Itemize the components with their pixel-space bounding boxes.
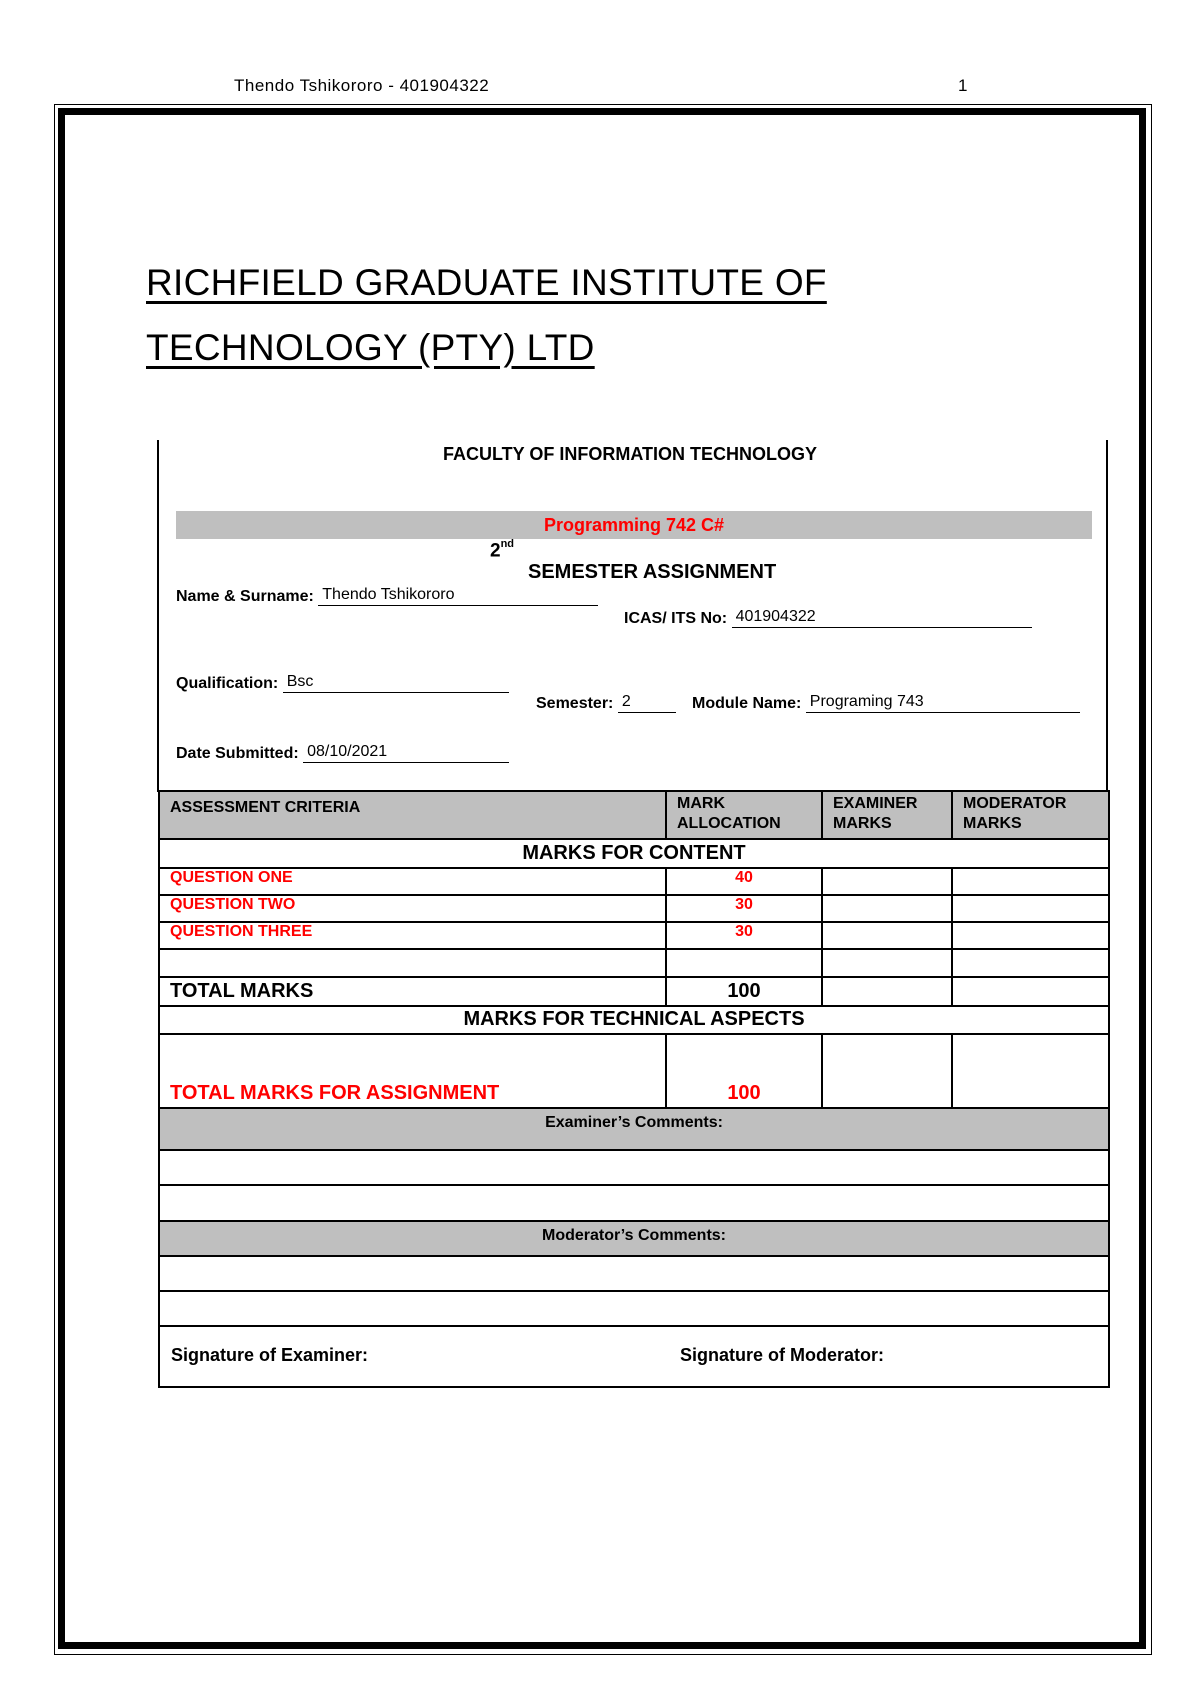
question-two-label: QUESTION TWO — [159, 895, 666, 922]
question-three-marks: 30 — [666, 922, 822, 949]
assessment-table — [158, 790, 1110, 1388]
semester-value[interactable]: 2 — [618, 692, 676, 713]
empty-allocation-cell — [666, 949, 822, 977]
table-row — [159, 949, 1109, 977]
question-two-moderator-cell[interactable] — [952, 895, 1109, 922]
module-name-field — [692, 692, 1080, 713]
semester-ordinal-suffix: nd — [500, 538, 515, 550]
total-marks-value: 100 — [666, 977, 822, 1006]
semester-assignment-title: SEMESTER ASSIGNMENT — [528, 561, 777, 583]
question-three-examiner-cell[interactable] — [822, 922, 952, 949]
technical-section-row — [159, 1006, 1109, 1034]
content-section-title: MARKS FOR CONTENT — [159, 839, 1109, 868]
moderator-comment-line-2 — [159, 1291, 1109, 1326]
table-row — [159, 895, 1109, 922]
qualification-value[interactable]: Bsc — [283, 672, 509, 693]
question-one-marks: 40 — [666, 868, 822, 895]
header-mark-allocation: MARK ALLOCATION — [666, 791, 822, 839]
date-submitted-value[interactable]: 08/10/2021 — [303, 742, 509, 763]
semester-label: Semester: — [536, 695, 614, 712]
icas-field — [624, 607, 1032, 628]
moderator-comment-field-2[interactable] — [159, 1291, 1109, 1326]
total-marks-row — [159, 977, 1109, 1006]
question-one-moderator-cell[interactable] — [952, 868, 1109, 895]
moderator-comments-heading: Moderator’s Comments: — [159, 1221, 1109, 1256]
signature-cell — [159, 1326, 1109, 1387]
technical-section-title: MARKS FOR TECHNICAL ASPECTS — [159, 1006, 1109, 1034]
institute-title-line1: RICHFIELD GRADUATE INSTITUTE OF — [146, 262, 827, 303]
examiner-comment-line-1 — [159, 1150, 1109, 1185]
semester-ordinal — [490, 540, 514, 562]
icas-value[interactable]: 401904322 — [732, 607, 1032, 628]
assignment-total-row — [159, 1034, 1109, 1108]
module-name-label: Module Name: — [692, 695, 802, 712]
question-two-marks: 30 — [666, 895, 822, 922]
question-one-label: QUESTION ONE — [159, 868, 666, 895]
cover-left-border — [157, 440, 159, 792]
name-value[interactable]: Thendo Tshikororo — [318, 585, 598, 606]
assignment-total-label: TOTAL MARKS FOR ASSIGNMENT — [159, 1034, 666, 1108]
total-marks-label: TOTAL MARKS — [159, 977, 666, 1006]
assignment-examiner-cell[interactable] — [822, 1034, 952, 1108]
institute-title-line2: TECHNOLOGY (PTY) LTD — [146, 327, 595, 368]
icas-label: ICAS/ ITS No: — [624, 610, 728, 627]
module-name-value[interactable]: Programing 743 — [806, 692, 1080, 713]
semester-ordinal-number: 2 — [490, 540, 501, 562]
cover-right-border — [1106, 440, 1108, 792]
moderator-comment-field-1[interactable] — [159, 1256, 1109, 1291]
total-examiner-cell[interactable] — [822, 977, 952, 1006]
empty-examiner-cell[interactable] — [822, 949, 952, 977]
qualification-field — [176, 672, 509, 693]
date-submitted-field — [176, 742, 509, 763]
content-section-row — [159, 839, 1109, 868]
empty-criteria-cell — [159, 949, 666, 977]
header-examiner-marks: EXAMINER MARKS — [822, 791, 952, 839]
empty-moderator-cell[interactable] — [952, 949, 1109, 977]
examiner-signature-label: Signature of Examiner: — [171, 1345, 369, 1365]
table-row — [159, 868, 1109, 895]
header-moderator-marks: MODERATOR MARKS — [952, 791, 1109, 839]
examiner-comment-line-2 — [159, 1185, 1109, 1221]
module-title-bar: Programming 742 C# — [176, 511, 1092, 539]
examiner-comments-header-row — [159, 1108, 1109, 1150]
moderator-comments-header-row — [159, 1221, 1109, 1256]
question-three-moderator-cell[interactable] — [952, 922, 1109, 949]
faculty-heading: FACULTY OF INFORMATION TECHNOLOGY — [443, 444, 817, 464]
date-submitted-label: Date Submitted: — [176, 745, 299, 762]
header-author-id: Thendo Tshikororo - 401904322 — [234, 76, 490, 95]
semester-field — [536, 692, 676, 713]
assignment-moderator-cell[interactable] — [952, 1034, 1109, 1108]
signature-row — [159, 1326, 1109, 1387]
examiner-comment-field-1[interactable] — [159, 1150, 1109, 1185]
assignment-total-value: 100 — [666, 1034, 822, 1108]
question-one-examiner-cell[interactable] — [822, 868, 952, 895]
moderator-signature-label: Signature of Moderator: — [680, 1345, 885, 1365]
examiner-comment-field-2[interactable] — [159, 1185, 1109, 1221]
page-number: 1 — [958, 76, 968, 95]
question-two-examiner-cell[interactable] — [822, 895, 952, 922]
examiner-comments-heading: Examiner’s Comments: — [159, 1108, 1109, 1150]
moderator-comment-line-1 — [159, 1256, 1109, 1291]
total-moderator-cell[interactable] — [952, 977, 1109, 1006]
table-row — [159, 922, 1109, 949]
header-assessment-criteria: ASSESSMENT CRITERIA — [159, 791, 666, 839]
qualification-label: Qualification: — [176, 675, 279, 692]
question-three-label: QUESTION THREE — [159, 922, 666, 949]
name-label: Name & Surname: — [176, 588, 314, 605]
name-field — [176, 585, 598, 606]
table-header-row — [159, 791, 1109, 839]
